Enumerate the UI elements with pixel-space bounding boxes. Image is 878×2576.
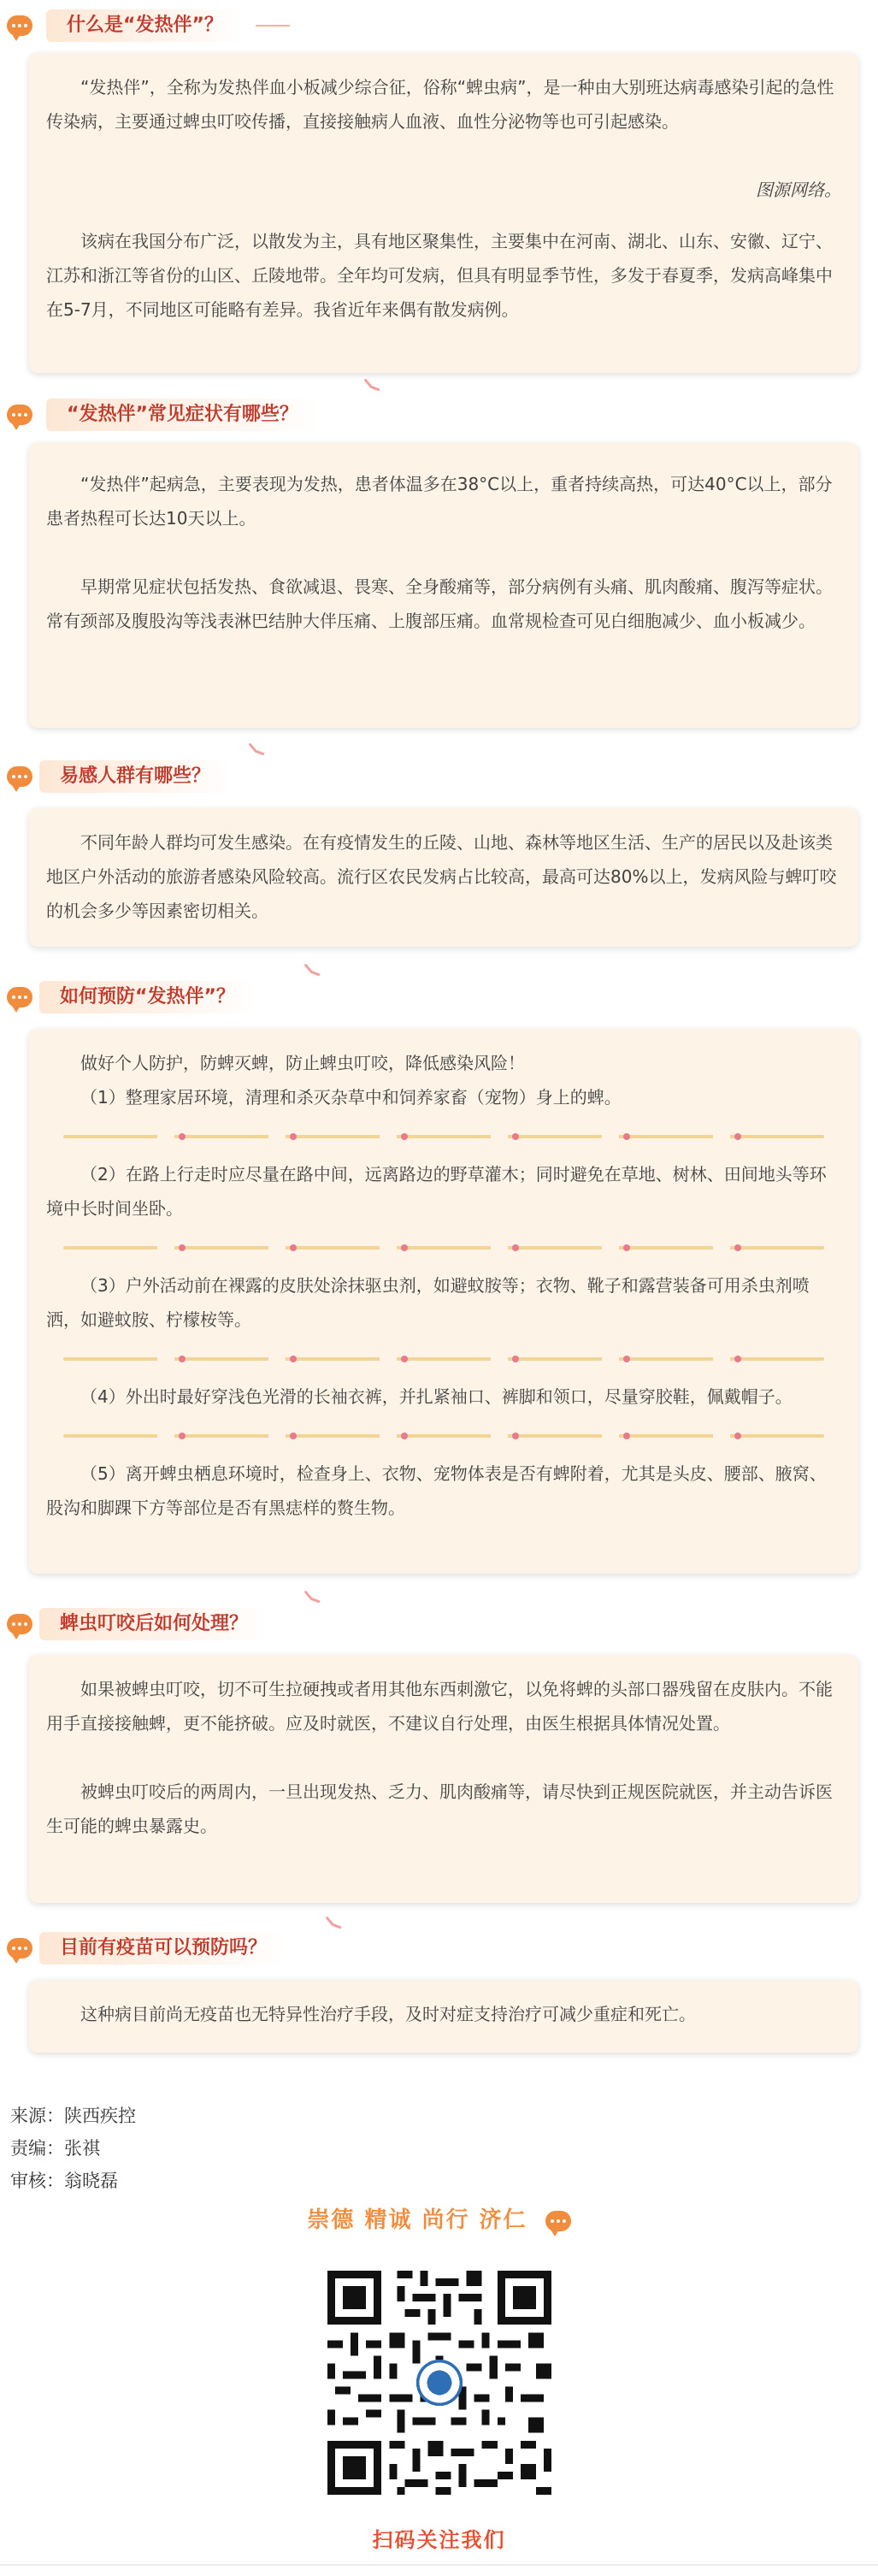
paragraph: “发热伴”起病急，主要表现为发热，患者体温多在38°C以上，重者持续高热，可达40°C以上，部分患者热程可长达10天以上。	[46, 474, 833, 529]
section-title: “发热伴”常见症状有哪些？	[46, 399, 319, 431]
dotted-divider	[46, 1337, 841, 1380]
prevention-item: （3）户外活动前在裸露的皮肤处涂抹驱虫剂，如避蚊胺等；衣物、靴子和露营装备可用杀虫剂喷洒，如避蚊胺、柠檬桉等。	[46, 1275, 810, 1330]
section-heading-prevention	[7, 980, 256, 1014]
section-heading-susceptible	[7, 759, 231, 794]
chat-bubble-icon	[7, 987, 32, 1007]
sparkle-icon	[325, 1914, 345, 1935]
section-title: 如何预防“发热伴”？	[39, 981, 256, 1013]
qr-code	[327, 2271, 551, 2495]
slogan-text: 崇德 精诚 尚行 济仁	[307, 2207, 527, 2233]
prevention-item: （2）在路上行走时应尽量在路中间，远离路边的野草灌木；同时避免在草地、树林、田间地头等环境中长时间坐卧。	[46, 1164, 827, 1219]
paragraph: 不同年龄人群均可发生感染。在有疫情发生的丘陵、山地、森林等地区生活、生产的居民以及赴该类地区户外活动的旅游者感染风险较高。流行区农民发病占比较高，最高可达80%以上，发病风险与蜱叮咬的机会多少等因素密切相关。	[46, 832, 837, 921]
content-card-what-is	[29, 53, 858, 373]
dotted-divider	[46, 1414, 841, 1456]
chat-bubble-icon	[7, 766, 32, 787]
section-title: 目前有疫苗可以预防吗？	[39, 1932, 287, 1964]
content-card-susceptible	[29, 808, 858, 947]
content-card-prevention	[29, 1029, 858, 1574]
prevention-item: （5）离开蜱虫栖息环境时，检查身上、衣物、宠物体表是否有蜱附着，尤其是头皮、腰部、腋窝、股沟和脚踝下方等部位是否有黑痣样的赘生物。	[46, 1463, 827, 1518]
section-heading-what-is	[7, 9, 290, 43]
prevention-intro: 做好个人防护，防蜱灭蜱，防止蜱虫叮咬，降低感染风险！	[80, 1053, 525, 1073]
qr-caption: 扫码关注我们	[372, 2528, 506, 2552]
image-credit: 图源网络。	[756, 180, 841, 200]
sparkle-icon	[303, 1588, 324, 1609]
section-title: 易感人群有哪些？	[39, 760, 231, 793]
content-card-vaccine	[29, 1980, 858, 2053]
sparkle-icon	[248, 741, 268, 761]
section-heading-treatment	[7, 1607, 268, 1641]
chat-bubble-icon	[7, 1614, 32, 1634]
section-heading-vaccine	[7, 1931, 287, 1965]
paragraph: 如果被蜱虫叮咬，切不可生拉硬拽或者用其他东西刺激它，以免将蜱的头部口器残留在皮肤内。不能用手直接接触蜱，更不能挤破。应及时就医，不建议自行处理，由医生根据具体情况处置。	[46, 1679, 833, 1734]
section-heading-symptoms	[7, 398, 319, 432]
paragraph: 该病在我国分布广泛，以散发为主，具有地区聚集性，主要集中在河南、湖北、山东、安徽、辽宁、江苏和浙江等省份的山区、丘陵地带。全年均可发病，但具有明显季节性，多发于春夏季，发病高峰集中在5-7月，不同地区可能略有差异。我省近年来偶有散发病例。	[46, 231, 833, 320]
content-card-symptoms	[29, 443, 858, 728]
decorative-dash	[256, 25, 290, 27]
bottom-rule	[0, 2564, 878, 2566]
content-card-treatment	[29, 1655, 858, 1903]
section-title: 蜱虫叮咬后如何处理？	[39, 1608, 268, 1640]
paragraph: 被蜱虫叮咬后的两周内，一旦出现发热、乏力、肌肉酸痛等，请尽快到正规医院就医，并主动告诉医生可能的蜱虫暴露史。	[46, 1781, 833, 1836]
paragraph: 早期常见症状包括发热、食欲减退、畏寒、全身酸痛等，部分病例有头痛、肌肉酸痛、腹泻等症状。常有颈部及腹股沟等浅表淋巴结肿大伴压痛、上腹部压痛。血常规检查可见白细胞减少、血小板减少。	[46, 576, 833, 631]
chat-bubble-icon	[7, 15, 32, 36]
chat-bubble-icon	[7, 405, 32, 425]
slogan	[0, 2202, 878, 2234]
paragraph: 这种病目前尚无疫苗也无特异性治疗手段，及时对症支持治疗可减少重症和死亡。	[80, 2004, 696, 2024]
dotted-divider	[46, 1114, 841, 1157]
prevention-item: （1）整理家居环境，清理和杀灭杂草中和饲养家畜（宠物）身上的蜱。	[80, 1087, 622, 1108]
reviewer-line: 审核：翁晓磊	[10, 2171, 118, 2191]
section-title: 什么是“发热伴”？	[46, 9, 244, 42]
sparkle-icon	[303, 961, 324, 982]
chat-bubble-icon	[7, 1938, 32, 1959]
sparkle-icon	[363, 376, 384, 397]
paragraph: “发热伴”，全称为发热伴血小板减少综合征，俗称“蜱虫病”，是一种由大别班达病毒感染引起的急性传染病，主要通过蜱虫叮咬传播，直接接触病人血液、血性分泌物等也可引起感染。	[46, 77, 834, 132]
dotted-divider	[46, 1226, 841, 1268]
editor-line: 责编：张祺	[10, 2138, 100, 2159]
source-line: 来源：陕西疾控	[10, 2106, 136, 2126]
prevention-item: （4）外出时最好穿浅色光滑的长袖衣裤，并扎紧袖口、裤脚和领口，尽量穿胶鞋，佩戴帽子。	[80, 1386, 793, 1407]
chat-bubble-icon	[545, 2211, 571, 2231]
